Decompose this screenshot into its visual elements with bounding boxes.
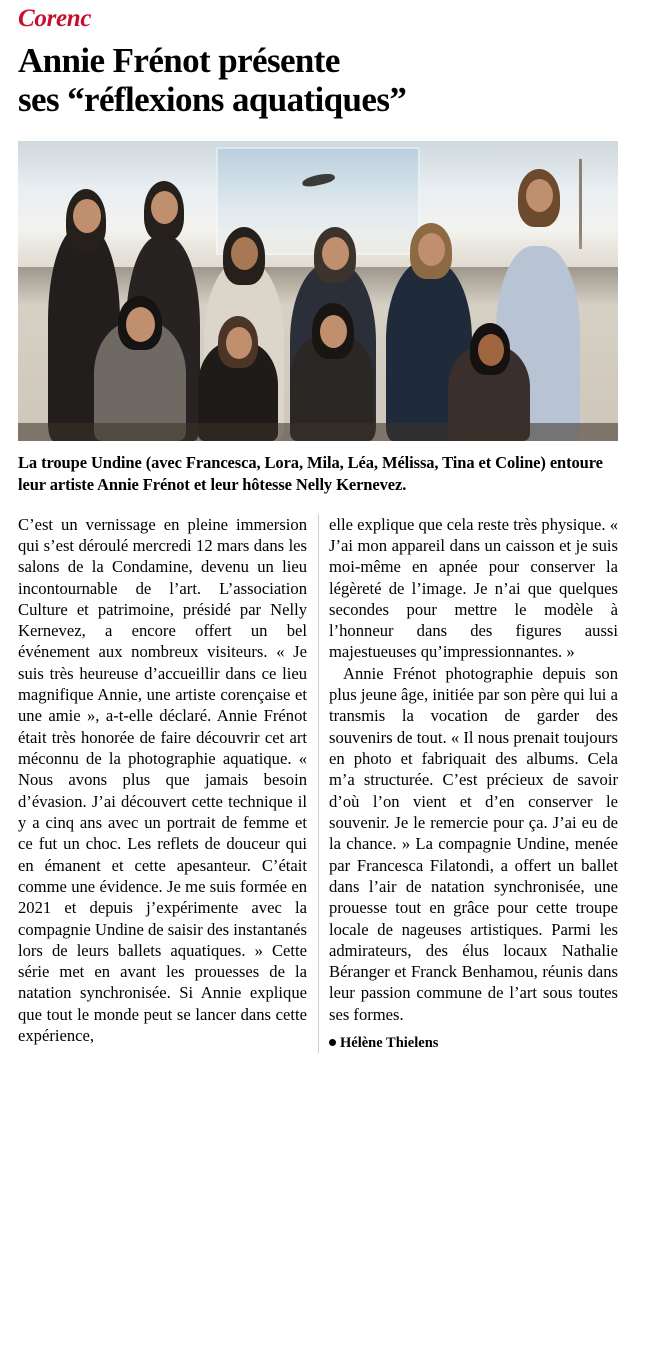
page-title	[18, 41, 618, 119]
photo-floor-shadow	[18, 423, 618, 441]
byline-text: Hélène Thielens	[340, 1035, 439, 1052]
article-column-1	[18, 514, 307, 1053]
article-byline	[329, 1034, 618, 1053]
article-photo	[18, 141, 618, 441]
paragraph: elle explique que cela reste très physique. « J’ai mon appareil dans un caisson et je suis moi-même en apnée pour conserver la légèreté de l’image. Je n’ai que quelques secondes pour mettre le modèle à l’honneur dans des figures aussi majestueuses qu’impressionnantes. »	[329, 514, 618, 662]
bullet-icon	[329, 1039, 336, 1046]
column-divider	[318, 514, 319, 1053]
article-content	[18, 0, 618, 1053]
article-body	[18, 514, 618, 1053]
headline-line-1: Annie Frénot présente	[18, 41, 340, 80]
article-kicker: Corenc	[18, 5, 92, 32]
article-column-2	[329, 514, 618, 1053]
paragraph: C’est un vernissage en pleine immersion qui s’est déroulé mercredi 12 mars dans les salons de la Condamine, devenu un lieu incontournable de l’art. L’association Culture et patrimoine, présidé par Nelly Kernevez, a encore offert un bel événement aux nombreux visiteurs. « Je suis très heureuse d’accueillir dans ce lieu magnifique Annie, une artiste corençaise et une amie », a-t-elle déclaré. Annie Frénot était très honorée de faire découvrir cet art méconnu de la photographie aquatique. « Nous avons plus que jamais besoin d’évasion. J’ai découvert cette technique il y a cinq ans avec un portrait de femme et ce fut un choc. Les reflets de douceur qui en émanent et cette apesanteur. C’était comme une évidence. Je me suis formée en 2021 et depuis j’expérimente avec la compagnie Undine de saisir des instantanés lors de leurs ballets aquatiques. » Cette série met en avant les prouesses de la natation synchronisée. Si Annie explique que tout le monde peut se lancer dans cette expérience,	[18, 514, 307, 1046]
photo-caption: La troupe Undine (avec Francesca, Lora, Mila, Léa, Mélissa, Tina et Coline) entoure leur artiste Annie Frénot et leur hôtesse Nelly Kernevez.	[18, 453, 603, 495]
paragraph: Annie Frénot photographie depuis son plus jeune âge, initiée par son père qui lui a transmis la vocation de garder des souvenirs de tout. « Il nous prenait toujours en photo et fabriquait des albums. Cela m’a structurée. C’est précieux de savoir d’où l’on vient et d’en conserver le souvenir. Je le remercie pour ça. J’ai eu de la chance. » La compagnie Undine, menée par Francesca Filatondi, a offert un ballet dans l’air de natation synchronisée, une prouesse tout en grâce pour cette troupe locale de nageuses artistiques. Parmi les admirateurs, des élus locaux Nathalie Béranger et Franck Benhamou, réunis dans leur passion commune de l’art sous toutes ses formes.	[329, 663, 618, 1024]
headline-line-2: ses “réflexions aquatiques”	[18, 80, 407, 120]
